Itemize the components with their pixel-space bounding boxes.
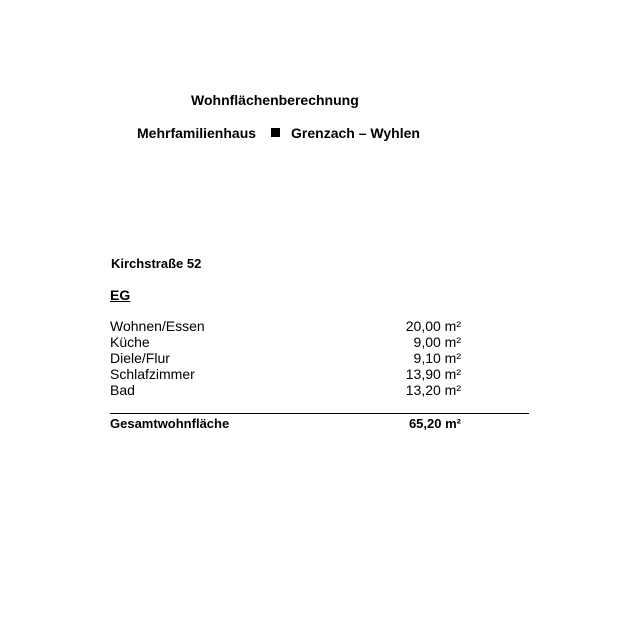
room-row [110,350,461,366]
document-title: Wohnflächenberechnung [191,92,359,108]
total-label: Gesamtwohnfläche [110,416,230,431]
room-row [110,334,461,350]
document-subtitle [137,125,420,141]
room-row [110,366,461,382]
room-area: 9,00 m² [413,334,461,350]
room-name: Bad [110,382,135,398]
room-area: 13,20 m² [405,382,461,398]
room-area: 20,00 m² [405,318,461,334]
room-name: Schlafzimmer [110,366,195,382]
room-row [110,318,461,334]
square-bullet-icon [271,128,280,137]
total-row [110,416,461,431]
location: Grenzach – Wyhlen [291,125,420,141]
total-divider [110,413,529,414]
room-area: 9,10 m² [413,350,461,366]
room-name: Diele/Flur [110,350,170,366]
room-row [110,382,461,398]
room-name: Küche [110,334,150,350]
total-area: 65,20 m² [408,416,461,431]
room-area: 13,90 m² [405,366,461,382]
address: Kirchstraße 52 [111,256,202,271]
room-list [110,318,461,398]
floor-label: EG [110,287,131,303]
room-name: Wohnen/Essen [110,318,205,334]
building-type: Mehrfamilienhaus [137,125,257,141]
